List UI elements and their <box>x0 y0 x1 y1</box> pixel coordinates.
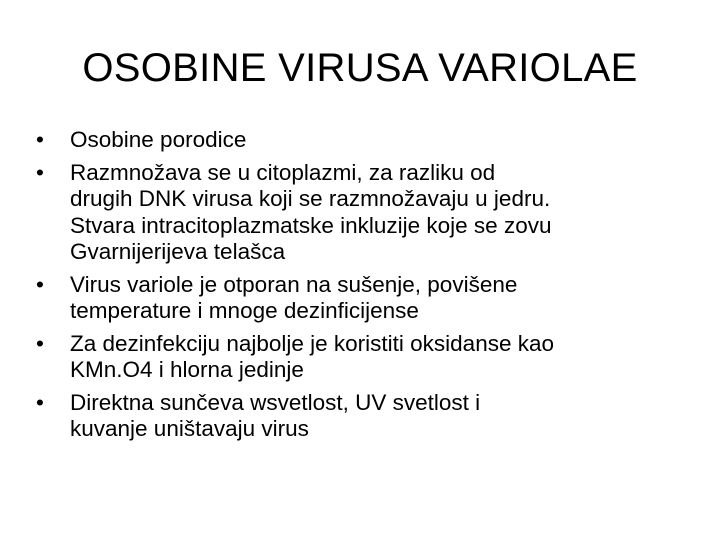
bullet-icon: • <box>36 159 44 185</box>
bullet-list <box>36 127 686 449</box>
slide-title: OSOBINE VIRUSA VARIOLAE <box>82 46 638 90</box>
bullet-text: Razmnožava se u citoplazmi, za razliku od drugih DNK virusa koji se razmnožavaju u jedru. Stvara intracitoplazmatske inkluzije koje se zovu Gvarnijerijeva telašca <box>70 159 552 264</box>
bullet-icon: • <box>36 127 44 152</box>
bullet-text: Za dezinfekciju najbolje je koristiti oksidanse kao KMn.O4 i hlorna jedinje <box>70 330 555 382</box>
bullet-text: Osobine porodice <box>70 127 247 152</box>
bullet-icon: • <box>36 271 44 297</box>
bullet-item <box>36 390 686 443</box>
bullet-item <box>36 272 686 325</box>
bullet-text: Virus variole je otporan na sušenje, povišene temperature i mnoge dezinficijense <box>70 271 518 323</box>
bullet-item <box>36 127 686 154</box>
bullet-item <box>36 331 686 384</box>
bullet-icon: • <box>36 389 44 415</box>
bullet-text: Direktna sunčeva wsvetlost, UV svetlost i kuvanje uništavaju virus <box>70 389 481 441</box>
bullet-icon: • <box>36 330 44 356</box>
bullet-item <box>36 160 686 266</box>
